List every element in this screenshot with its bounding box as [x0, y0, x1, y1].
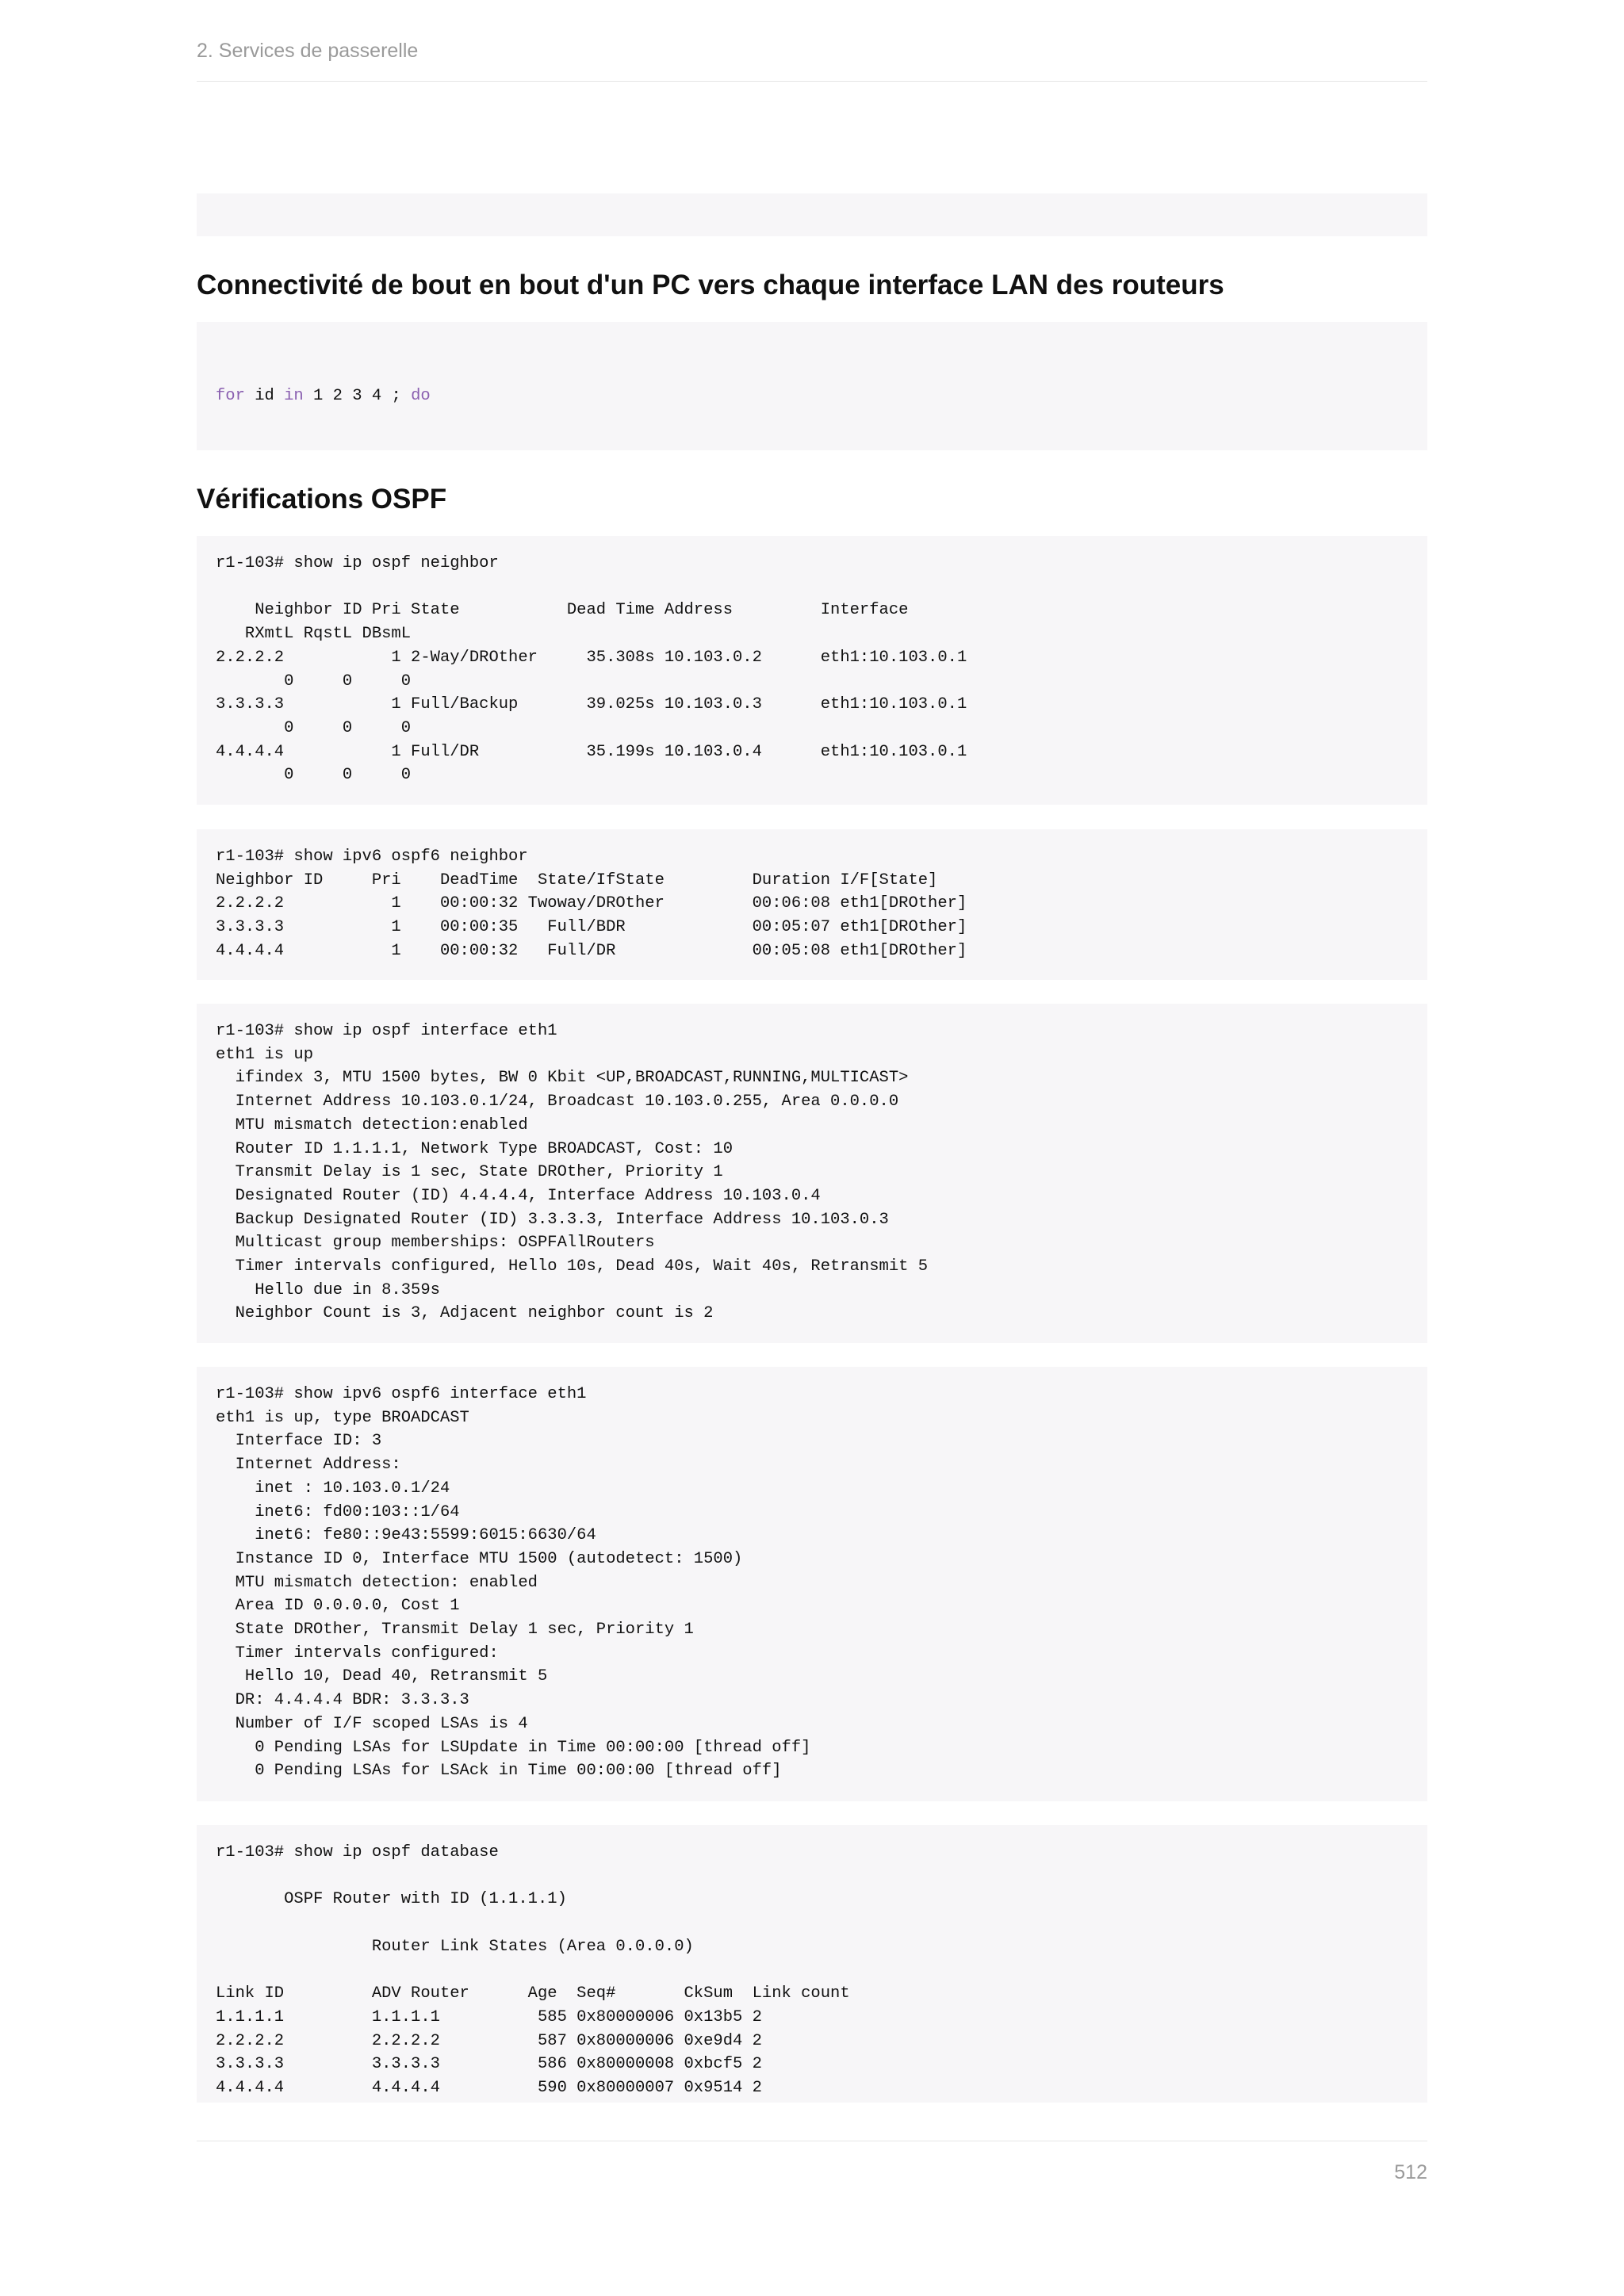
code-line: inet6: fd00:103::1/64: [216, 1502, 460, 1521]
code-line: Neighbor Count is 3, Adjacent neighbor count is 2: [216, 1304, 714, 1323]
section-title-connectivity: Connectivité de bout en bout d'un PC vers chaque interface LAN des routeurs: [197, 270, 1224, 300]
code-block-ospf6-interface: [197, 1367, 1427, 1801]
code-line: Designated Router (ID) 4.4.4.4, Interface Address 10.103.0.4: [216, 1186, 821, 1205]
code-line: inet : 10.103.0.1/24: [216, 1479, 450, 1498]
code-line: RXmtL RqstL DBsmL: [216, 625, 412, 644]
code-line: for id in 1 2 3 4 ; do: [216, 387, 431, 406]
code-line: State DROther, Transmit Delay 1 sec, Priority 1: [216, 1621, 694, 1640]
code-line: Router Link States (Area 0.0.0.0): [216, 1937, 694, 1956]
code-line: 0 Pending LSAs for LSUpdate in Time 00:00:00 [thread off]: [216, 1738, 811, 1757]
code-line: Router ID 1.1.1.1, Network Type BROADCAST, Cost: 10: [216, 1139, 733, 1158]
code-line: r1-103# show ip ospf database: [216, 1843, 499, 1862]
code-line: DR: 4.4.4.4 BDR: 3.3.3.3: [216, 1691, 469, 1710]
code-line: 0 0 0: [216, 718, 412, 737]
code-line: OSPF Router with ID (1.1.1.1): [216, 1890, 567, 1909]
code-line: Multicast group memberships: OSPFAllRouters: [216, 1234, 655, 1253]
code-line: [216, 1911, 1408, 1935]
code-line: Transmit Delay is 1 sec, State DROther, Priority 1: [216, 1163, 723, 1182]
code-line: r1-103# show ipv6 ospf6 neighbor: [216, 848, 528, 866]
page-header: [197, 35, 1427, 82]
code-line: Instance ID 0, Interface MTU 1500 (autodetect: 1500): [216, 1549, 743, 1568]
code-block-ping-loop: [197, 322, 1427, 450]
code-line: 3.3.3.3 1 Full/Backup 39.025s 10.103.0.3 eth1:10.103.0.1: [216, 695, 967, 714]
code-line: Timer intervals configured, Hello 10s, Dead 40s, Wait 40s, Retransmit 5: [216, 1257, 929, 1276]
code-block-ospf-neighbor: [197, 536, 1427, 805]
code-line: 0 Pending LSAs for LSAck in Time 00:00:00 [thread off]: [216, 1762, 782, 1781]
code-line: Hello 10, Dead 40, Retransmit 5: [216, 1667, 548, 1686]
code-line: Internet Address:: [216, 1456, 401, 1475]
code-line: r1-103# show ip ospf interface eth1: [216, 1022, 557, 1040]
chapter-title: 2. Services de passerelle: [197, 40, 419, 62]
code-line: Hello due in 8.359s: [216, 1280, 440, 1299]
code-line: 2.2.2.2 1 00:00:32 Twoway/DROther 00:06:08 eth1[DROther]: [216, 894, 967, 913]
code-line: Backup Designated Router (ID) 3.3.3.3, Interface Address 10.103.0.3: [216, 1210, 889, 1229]
page-number: 512: [1394, 2161, 1427, 2183]
code-line: 0 0 0: [216, 766, 412, 785]
code-line: ifindex 3, MTU 1500 bytes, BW 0 Kbit <UP,BROADCAST,RUNNING,MULTICAST>: [216, 1069, 909, 1088]
code-line: MTU mismatch detection:enabled: [216, 1115, 528, 1135]
code-line: eth1 is up: [216, 1045, 314, 1064]
code-line: Neighbor ID Pri State Dead Time Address Interface: [216, 601, 909, 620]
code-line: eth1 is up, type BROADCAST: [216, 1408, 469, 1427]
code-line: r1-103# show ip ospf neighbor: [216, 554, 499, 572]
code-line: inet6: fe80::9e43:5599:6015:6630/64: [216, 1526, 596, 1545]
code-line: 4.4.4.4 1 Full/DR 35.199s 10.103.0.4 eth1:10.103.0.1: [216, 742, 967, 761]
code-line: 0 0 0: [216, 672, 412, 691]
code-line: r1-103# show ipv6 ospf6 interface eth1: [216, 1385, 587, 1403]
code-block-continued: [197, 193, 1427, 236]
code-line: Area ID 0.0.0.0, Cost 1: [216, 1597, 460, 1616]
code-line: Internet Address 10.103.0.1/24, Broadcast 10.103.0.255, Area 0.0.0.0: [216, 1093, 899, 1112]
code-block-ospf-interface: [197, 1004, 1427, 1343]
code-line: Neighbor ID Pri DeadTime State/IfState Duration I/F[State]: [216, 871, 938, 890]
code-line: 2.2.2.2 2.2.2.2 587 0x80000006 0xe9d4 2: [216, 2031, 762, 2050]
code-line: [216, 1958, 1408, 1982]
code-line: [216, 1865, 1408, 1888]
code-line: 4.4.4.4 4.4.4.4 590 0x80000007 0x9514 2: [216, 2078, 762, 2097]
code-line: Timer intervals configured:: [216, 1644, 499, 1663]
code-line: Link ID ADV Router Age Seq# CkSum Link count: [216, 1984, 850, 2003]
code-block-ospf6-neighbor: [197, 829, 1427, 980]
code-line: [216, 576, 1408, 599]
code-line: MTU mismatch detection: enabled: [216, 1573, 538, 1592]
section-title-ospf: Vérifications OSPF: [197, 484, 447, 515]
code-line: 3.3.3.3 1 00:00:35 Full/BDR 00:05:07 eth1[DROther]: [216, 918, 967, 937]
code-line: 2.2.2.2 1 2-Way/DROther 35.308s 10.103.0.2 eth1:10.103.0.1: [216, 648, 967, 667]
code-line: Interface ID: 3: [216, 1432, 382, 1451]
code-line: 1.1.1.1 1.1.1.1 585 0x80000006 0x13b5 2: [216, 2007, 762, 2026]
code-line: 3.3.3.3 3.3.3.3 586 0x80000008 0xbcf5 2: [216, 2055, 762, 2074]
code-block-ospf-database: [197, 1825, 1427, 2103]
code-line: Number of I/F scoped LSAs is 4: [216, 1714, 528, 1733]
code-line: 4.4.4.4 1 00:00:32 Full/DR 00:05:08 eth1[DROther]: [216, 941, 967, 960]
